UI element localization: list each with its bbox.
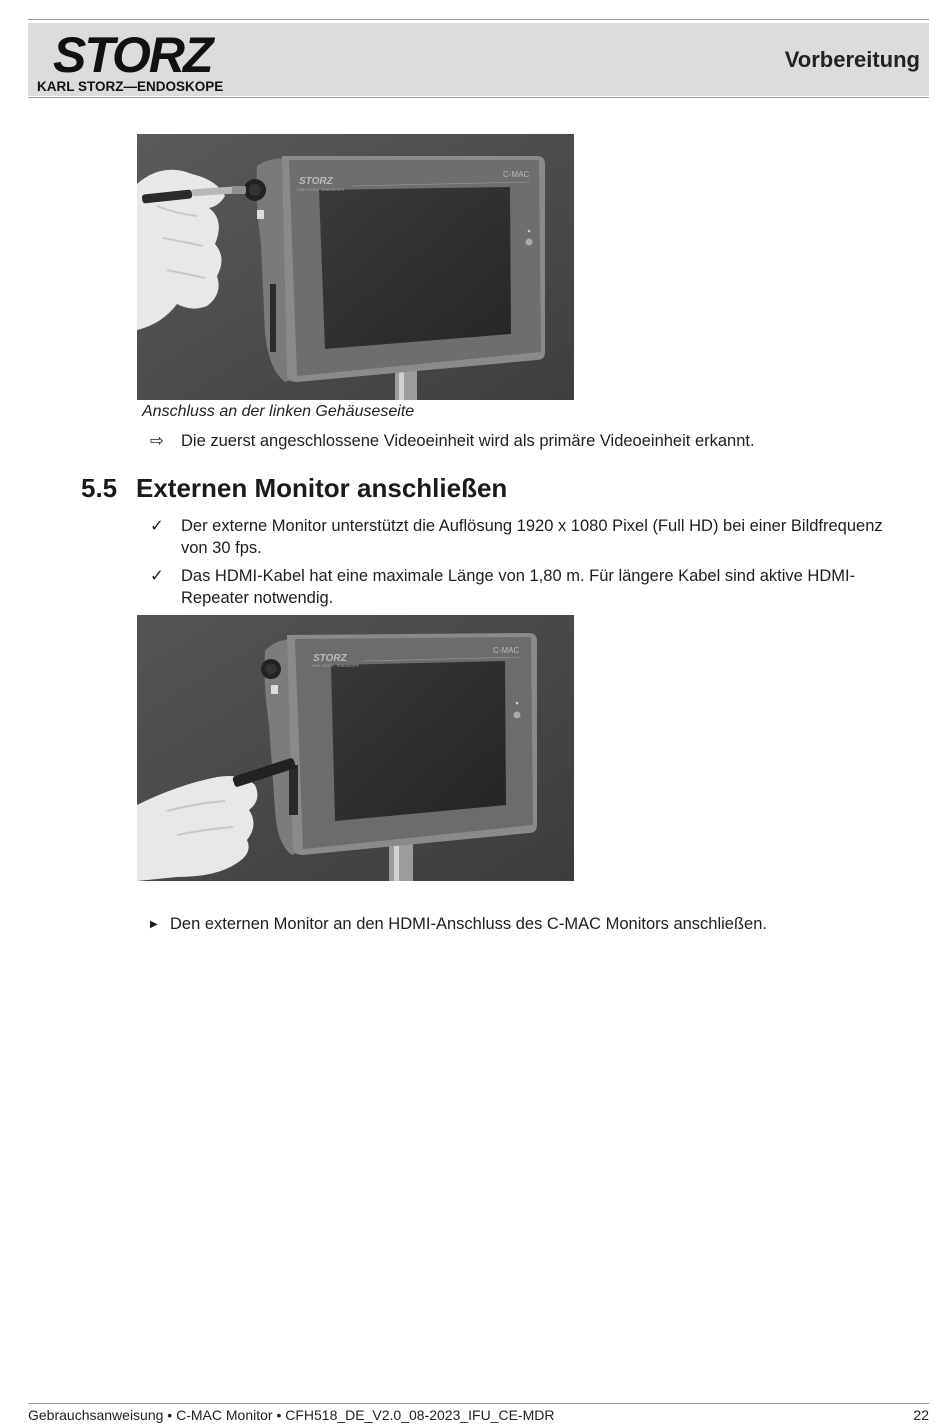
result-text: Die zuerst angeschlossene Videoeinheit wird als primäre Videoeinheit erkannt.	[181, 432, 755, 450]
requirement-item	[150, 515, 930, 561]
header-section-title: Vorbereitung	[784, 47, 920, 72]
requirement-line: von 30 fps.	[181, 539, 262, 557]
requirement-line: Der externe Monitor unterstützt die Auflösung 1920 x 1080 Pixel (Full HD) bei einer Bildfrequenz	[181, 517, 883, 535]
section-number: 5.5	[81, 473, 118, 503]
instruction-step	[150, 915, 767, 934]
figure-1-device-brand-sub: KARL STORZ · ENDOSKOPE	[297, 188, 345, 192]
figure-1-device-brand: STORZ	[299, 176, 333, 187]
footer-page-number: 22	[913, 1407, 929, 1423]
figure-2-device-model: C-MAC	[493, 646, 520, 655]
storz-logo	[35, 26, 235, 94]
logo-main-text: STORZ	[53, 27, 212, 83]
figure-2-device-brand: STORZ	[313, 653, 347, 664]
requirement-line: Das HDMI-Kabel hat eine maximale Länge von 1,80 m. Für längere Kabel sind aktive HDMI-	[181, 567, 856, 585]
requirement-line: Repeater notwendig.	[181, 589, 334, 607]
section-heading	[81, 473, 507, 504]
checkmark-icon: ✓	[150, 517, 164, 535]
footer-rule	[28, 1403, 929, 1404]
step-triangle-icon: ▶	[150, 919, 158, 930]
requirement-item	[150, 565, 930, 611]
logo-sub-text: KARL STORZ—ENDOSKOPE	[37, 79, 224, 94]
step-text: Den externen Monitor an den HDMI-Anschluss des C-MAC Monitors anschließen.	[170, 915, 767, 933]
result-item	[150, 431, 755, 451]
checkmark-icon: ✓	[150, 567, 164, 585]
figure-1-photo	[137, 134, 574, 400]
figure-2-device-brand-sub: KARL STORZ · ENDOSKOPE	[312, 664, 360, 668]
footer-document-info: Gebrauchsanweisung • C-MAC Monitor • CFH518_DE_V2.0_08-2023_IFU_CE-MDR	[28, 1407, 555, 1423]
section-title: Externen Monitor anschließen	[136, 473, 508, 503]
result-arrow-icon: ⇨	[150, 432, 164, 450]
figure-2-photo	[137, 615, 574, 881]
header-bottom-rule	[28, 97, 929, 98]
figure-1-caption: Anschluss an der linken Gehäuseseite	[142, 403, 415, 420]
figure-1-device-model: C-MAC	[503, 170, 530, 179]
header-top-rule	[28, 19, 929, 20]
